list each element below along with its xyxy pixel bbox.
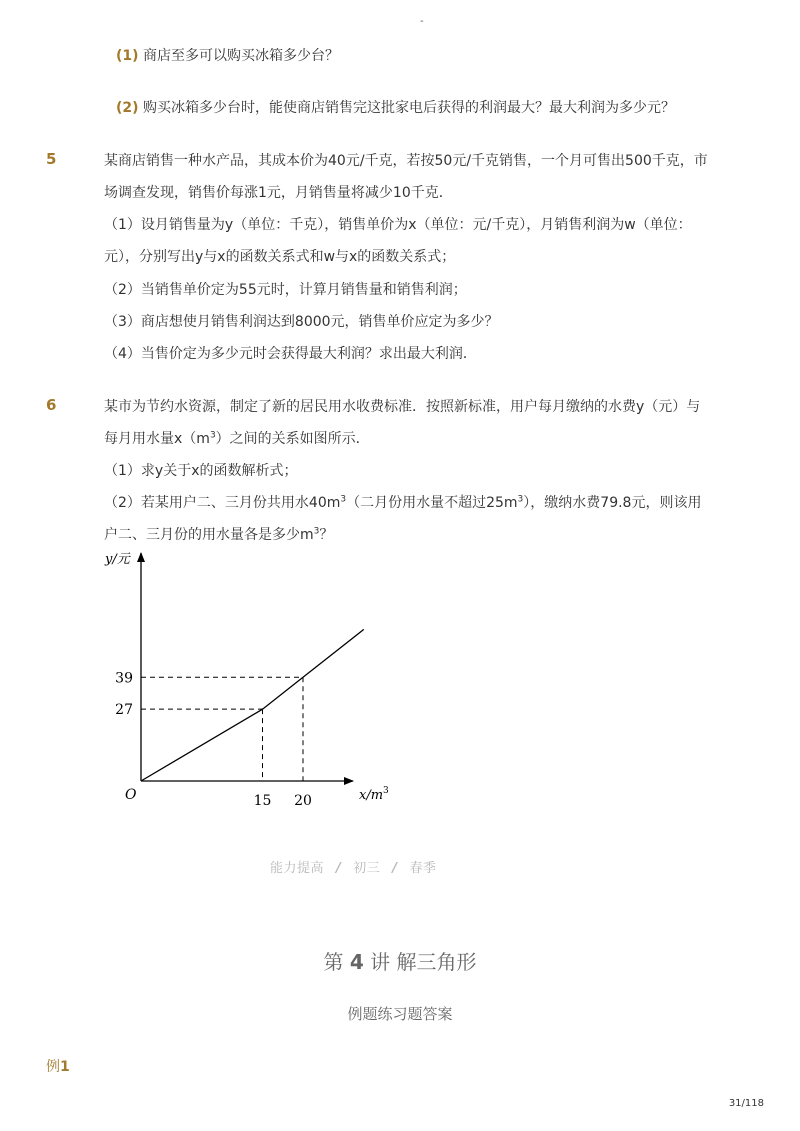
lesson-name: 解三角形 <box>396 950 477 974</box>
q6-exponent: 3 <box>517 494 524 505</box>
origin-label: O <box>125 787 137 803</box>
q6-line <box>104 493 701 513</box>
q5-line: 某商店销售一种水产品，其成本价为40元/千克，若按50元/千克销售，一个月可售出500千克，市 <box>104 153 708 169</box>
q6-text: （二月份用水量不超过25m <box>346 495 518 511</box>
breadcrumb-separator: / <box>392 861 398 876</box>
series-line <box>141 629 364 781</box>
example-text: 例 <box>46 1059 60 1075</box>
lesson-title <box>0 946 800 975</box>
q6-unit: m <box>196 431 210 447</box>
x-tick-label: 15 <box>253 793 272 809</box>
y-axis-label: y/元 <box>105 552 130 567</box>
q6-text: ），缴纳水费79.8元，则该用 <box>523 495 702 511</box>
y-tick-label: 39 <box>115 670 133 687</box>
part-number: (1) <box>116 48 139 64</box>
q6-text: 户二、三月份的用水量各是多少m <box>104 527 314 543</box>
q5-line: （1）设月销售量为y（单位：千克），销售单价为x（单位：元/千克），月销售利润为w（单位： <box>104 217 692 233</box>
lesson-prefix: 第 <box>323 950 344 974</box>
q6-text: ？ <box>319 527 334 543</box>
x-tick-label: 20 <box>294 793 312 809</box>
x-axis-label: $x/m^3$ <box>359 786 389 803</box>
breadcrumb-item: 初三 <box>353 861 381 876</box>
q5-line: （4）当售价定为多少元时会获得最大利润？求出最大利润． <box>104 346 477 362</box>
q6-line: （1）求y关于x的函数解析式； <box>104 463 298 479</box>
q6-text: ）之间的关系如图所示． <box>215 431 370 447</box>
part-text: 商店至多可以购买冰箱多少台？ <box>143 48 339 64</box>
q5-line: 元），分别写出y与x的函数关系式和w与x的函数关系式； <box>104 249 456 265</box>
top-mark: - <box>420 16 424 27</box>
part-number: (2) <box>116 100 139 116</box>
q5-line: （2）当销售单价定为55元时，计算月销售量和销售利润； <box>104 282 467 298</box>
q6-line <box>104 525 333 545</box>
q6-line: 某市为节约水资源，制定了新的居民用水收费标准．按照新标准，用户每月缴纳的水费y（元）与 <box>104 399 701 415</box>
breadcrumb-item: 春季 <box>409 861 437 876</box>
breadcrumb-separator: / <box>336 861 342 876</box>
footer-breadcrumb <box>270 857 437 876</box>
lesson-suffix: 讲 <box>370 950 391 974</box>
q6-text: 每月用水量x（ <box>104 431 197 447</box>
part-text: 购买冰箱多少台时，能使商店销售完这批家电后获得的利润最大？最大利润为多少元？ <box>143 100 675 116</box>
lesson-subtitle: 例题练习题答案 <box>347 1005 453 1023</box>
q6-text: （2）若某用户二、三月份共用水40m <box>104 495 341 511</box>
lesson-number: 4 <box>349 950 364 974</box>
y-tick-label: 27 <box>115 702 133 719</box>
q6-line <box>104 429 370 449</box>
question-number-6: 6 <box>46 396 57 414</box>
q6-exponent: 3 <box>313 526 320 537</box>
water-fee-chart <box>95 545 415 815</box>
page-number: 31/118 <box>728 1098 764 1109</box>
q5-line: 场调查发现，销售价每涨1元，月销售量将减少10千克． <box>104 185 453 201</box>
prev-question-part-1 <box>116 46 339 66</box>
q6-exponent: 3 <box>209 430 216 441</box>
example-label <box>46 1056 70 1076</box>
q5-line: （3）商店想使月销售利润达到8000元，销售单价应定为多少？ <box>104 314 499 330</box>
q6-exponent: 3 <box>340 494 347 505</box>
breadcrumb-item: 能力提高 <box>270 861 325 876</box>
question-number-5: 5 <box>46 150 57 168</box>
prev-question-part-2 <box>116 98 675 118</box>
example-number: 1 <box>60 1059 70 1075</box>
